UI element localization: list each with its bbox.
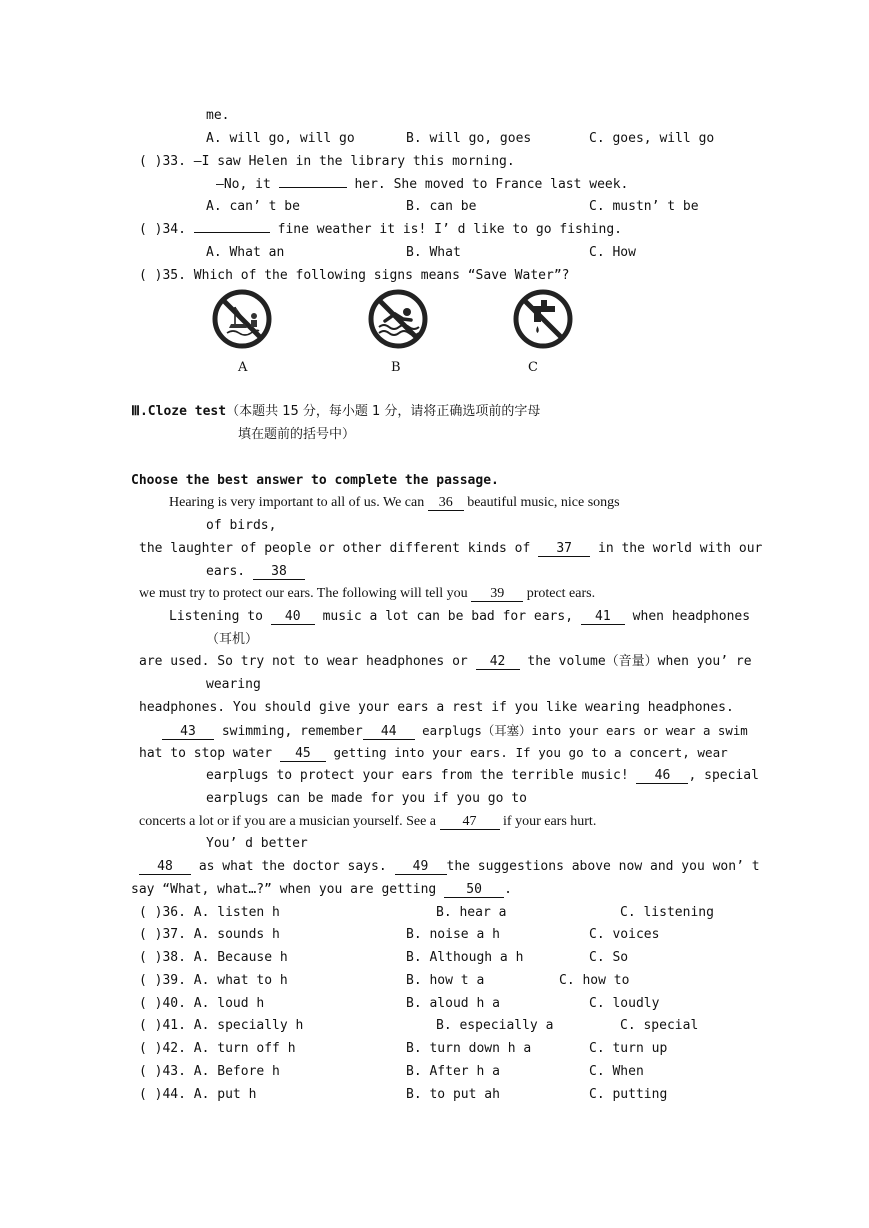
- passage-line: You’ d better: [206, 836, 308, 851]
- blank-42: 42: [476, 655, 520, 670]
- passage-text: in the world with our: [590, 541, 763, 556]
- q34-blank: [194, 232, 270, 233]
- blank-37: 37: [538, 542, 590, 557]
- passage-text: swimming, remember: [214, 724, 363, 739]
- passage-text: , special: [688, 768, 759, 783]
- q35-label-b: B: [391, 360, 401, 375]
- answer-option-b: B. aloud h a: [406, 996, 500, 1011]
- q34-number: ( )34.: [139, 222, 194, 237]
- answer-option-c: C. listening: [620, 905, 714, 920]
- passage-text: earplugs（耳塞）into your ears or wear a swim: [414, 723, 748, 738]
- blank-43: 43: [162, 725, 214, 740]
- q34-option-a: A. What an: [206, 245, 285, 260]
- q33-reply-start: —No, it: [216, 177, 279, 192]
- passage-text: earplugs to protect your ears from the terrible music!: [206, 768, 637, 783]
- no-dripping-tap-sign-icon: [512, 289, 574, 349]
- passage-line: [169, 495, 620, 511]
- no-swimming-sign-icon: [367, 289, 429, 349]
- blank-38: 38: [253, 565, 305, 580]
- blank-36: 36: [428, 496, 464, 511]
- q32-stem-tail: me.: [206, 108, 230, 123]
- answer-option-c: C. So: [589, 950, 629, 965]
- q34-stem: [139, 222, 622, 238]
- q32-option-a: A. will go, will go: [206, 131, 355, 146]
- blank-46: 46: [636, 769, 688, 784]
- passage-text: ears.: [206, 564, 253, 579]
- q33-stem: ( )33. —I saw Helen in the library this morning.: [139, 154, 515, 169]
- passage-text: say “What, what…?” when you are getting: [131, 882, 445, 897]
- passage-line: [139, 654, 752, 670]
- passage-text: beautiful music, nice songs: [463, 495, 620, 510]
- passage-line: [206, 768, 759, 784]
- answer-row-38: ( )38. A. Because h: [139, 950, 288, 965]
- passage-line: [139, 814, 596, 830]
- passage-text: Listening to: [169, 609, 271, 624]
- answer-row-41: ( )41. A. specially h: [139, 1018, 304, 1033]
- q32-option-b: B. will go, goes: [406, 131, 532, 146]
- q35-label-a: A: [238, 360, 248, 375]
- answer-option-c: C. special: [620, 1018, 699, 1033]
- answer-option-c: C. voices: [589, 927, 660, 942]
- passage-text: hat to stop water: [139, 746, 280, 761]
- q34-option-c: C. How: [589, 245, 636, 260]
- passage-text: the volume（音量）when you’ re: [519, 654, 752, 669]
- answer-option-c: C. loudly: [589, 996, 660, 1011]
- answer-row-40: ( )40. A. loud h: [139, 996, 265, 1011]
- answer-option-b: B. After h a: [406, 1064, 500, 1079]
- passage-text: .: [504, 882, 512, 897]
- blank-41: 41: [581, 610, 625, 625]
- blank-39: 39: [471, 587, 523, 602]
- answer-option-b: B. hear a: [436, 905, 507, 920]
- answer-option-c: C. putting: [589, 1087, 668, 1102]
- q33-option-a: A. can’ t be: [206, 199, 300, 214]
- passage-text: we must try to protect our ears. The following will tell you: [139, 586, 472, 601]
- blank-40: 40: [271, 610, 315, 625]
- q35-label-c: C: [528, 360, 538, 375]
- q32-option-c: C. goes, will go: [589, 131, 715, 146]
- passage-line: [206, 564, 305, 580]
- q34-stem-end: fine weather it is! I’ d like to go fishing.: [269, 222, 622, 237]
- q33-reply-end: her. She moved to France last week.: [346, 177, 629, 192]
- passage-line: [139, 859, 760, 875]
- passage-text: protect ears.: [523, 586, 596, 601]
- passage-text: music a lot can be bad for ears,: [314, 609, 581, 624]
- q33-blank: [279, 187, 347, 188]
- answer-option-c: C. turn up: [589, 1041, 668, 1056]
- blank-47: 47: [440, 815, 500, 830]
- q33-option-c: C. mustn’ t be: [589, 199, 699, 214]
- section-note: （本题共 15 分，每小题 1 分，请将正确选项前的字母: [226, 404, 541, 419]
- answer-option-b: B. to put ah: [406, 1087, 500, 1102]
- answer-option-c: C. When: [589, 1064, 644, 1079]
- answer-option-c: C. how to: [559, 973, 630, 988]
- answer-row-44: ( )44. A. put h: [139, 1087, 257, 1102]
- passage-line: of birds,: [206, 518, 277, 533]
- passage-text: as what the doctor says.: [191, 859, 395, 874]
- q34-option-b: B. What: [406, 245, 461, 260]
- passage-line: headphones. You should give your ears a rest if you like wearing headphones.: [139, 700, 734, 715]
- section-title: Ⅲ.Cloze test: [131, 404, 227, 419]
- q33-option-b: B. can be: [406, 199, 477, 214]
- passage-line: earplugs can be made for you if you go to: [206, 791, 527, 806]
- passage-text: getting into your ears. If you go to a concert, wear: [325, 745, 728, 760]
- answer-option-b: B. how t a: [406, 973, 485, 988]
- answer-option-b: B. Although a h: [406, 950, 524, 965]
- answer-row-43: ( )43. A. Before h: [139, 1064, 280, 1079]
- blank-48: 48: [139, 860, 191, 875]
- blank-50: 50: [444, 883, 504, 898]
- answer-row-42: ( )42. A. turn off h: [139, 1041, 296, 1056]
- passage-line: [162, 723, 748, 740]
- passage-line: [139, 541, 762, 557]
- passage-line: wearing: [206, 677, 261, 692]
- section-heading: [131, 404, 540, 420]
- passage-line: （耳机）: [206, 632, 259, 647]
- blank-44: 44: [363, 725, 415, 740]
- answer-row-37: ( )37. A. sounds h: [139, 927, 280, 942]
- instruction: Choose the best answer to complete the passage.: [131, 473, 499, 488]
- blank-49: 49: [395, 860, 447, 875]
- blank-45: 45: [280, 747, 326, 762]
- passage-line: [169, 609, 750, 625]
- passage-line: [139, 586, 595, 602]
- answer-option-b: B. especially a: [436, 1018, 554, 1033]
- answer-row-36: ( )36. A. listen h: [139, 905, 280, 920]
- q33-reply: [216, 177, 628, 193]
- section-note-continued: 填在题前的括号中）: [238, 427, 356, 442]
- passage-text: concerts a lot or if you are a musician yourself. See a: [139, 814, 440, 829]
- answer-row-39: ( )39. A. what to h: [139, 973, 288, 988]
- passage-line: [131, 882, 512, 898]
- passage-text: when headphones: [624, 609, 751, 624]
- passage-text: the suggestions above now and you won’ t: [446, 859, 760, 874]
- passage-line: [139, 745, 728, 762]
- answer-option-b: B. turn down h a: [406, 1041, 532, 1056]
- no-fishing-sign-icon: [211, 289, 273, 349]
- passage-text: if your ears hurt.: [499, 814, 597, 829]
- passage-text: the laughter of people or other different kinds of: [139, 541, 539, 556]
- q35-stem: ( )35. Which of the following signs means “Save Water”?: [139, 268, 570, 283]
- passage-text: Hearing is very important to all of us. We can: [169, 495, 428, 510]
- passage-text: are used. So try not to wear headphones or: [139, 654, 476, 669]
- answer-option-b: B. noise a h: [406, 927, 500, 942]
